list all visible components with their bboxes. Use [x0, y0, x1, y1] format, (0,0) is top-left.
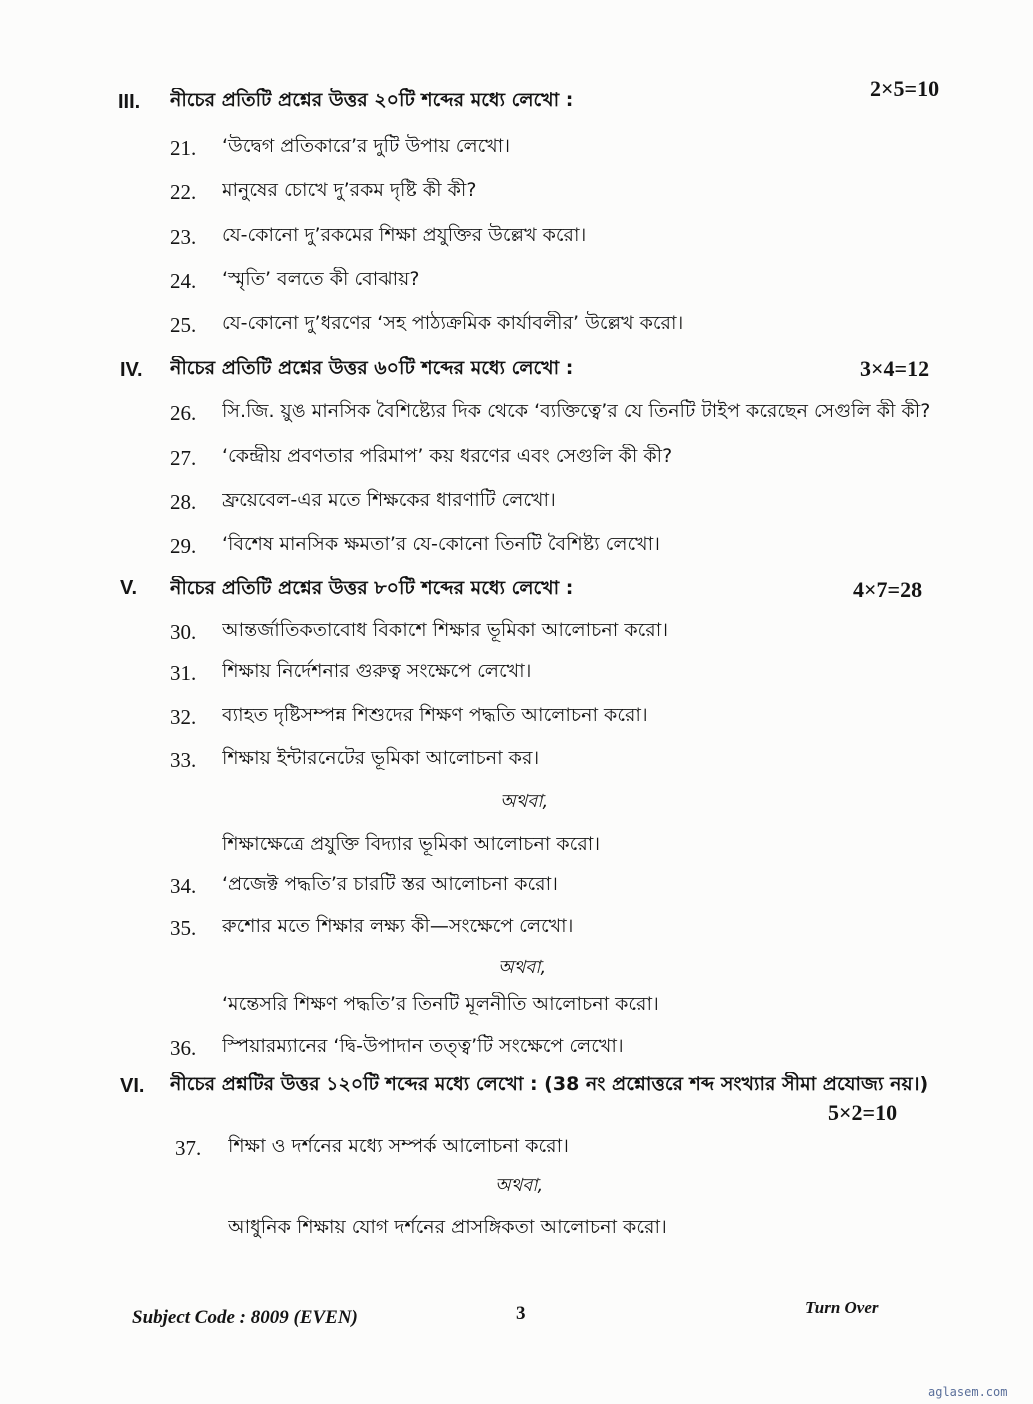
question-number: 28. [170, 490, 197, 514]
question-number: 30. [170, 620, 197, 644]
question-text: ‘স্মৃতি’ বলতে কী বোঝায়? [222, 268, 420, 290]
section-label: III. [118, 91, 141, 113]
question-text: শিক্ষায় ইন্টারনেটের ভূমিকা আলোচনা কর। [222, 747, 540, 769]
question-number: 27. [170, 446, 197, 470]
section-label: V. [120, 577, 138, 599]
question-number: 23. [170, 225, 197, 249]
section-marks: 3×4=12 [860, 356, 930, 381]
question-text: সি.জি. য়ুঙ মানসিক বৈশিষ্ট্যের দিক থেকে ‘ব্যক্তিত্বে’র যে তিনটি টাইপ করেছেন সেগুলি কী কী? [222, 400, 931, 422]
question-text: স্পিয়ারম্যানের ‘দ্বি-উপাদান তত্ত্ব’টি সংক্ষেপে লেখো। [222, 1035, 624, 1057]
question-number: 31. [170, 661, 197, 685]
section-heading: নীচের প্রতিটি প্রশ্নের উত্তর ২০টি শব্দের মধ্যে লেখো : [170, 89, 574, 111]
question-number: 34. [170, 874, 197, 898]
question-number: 29. [170, 534, 197, 558]
question-text: যে-কোনো দু’রকমের শিক্ষা প্রযুক্তির উল্লেখ করো। [222, 224, 587, 246]
question-text: রুশোর মতে শিক্ষার লক্ষ্য কী—সংক্ষেপে লেখো। [222, 915, 574, 937]
question-text: ‘প্রজেক্ট পদ্ধতি’র চারটি স্তর আলোচনা করো। [222, 873, 558, 895]
question-text: ফ্রয়েবেল-এর মতে শিক্ষকের ধারণাটি লেখো। [222, 489, 556, 511]
page-number: 3 [516, 1303, 526, 1324]
or-label: অথবা, [498, 957, 547, 978]
section-label: IV. [120, 359, 143, 381]
question-text: আন্তর্জাতিকতাবোধ বিকাশে শিক্ষার ভূমিকা আলোচনা করো। [222, 619, 668, 641]
section-marks: 2×5=10 [870, 76, 940, 101]
question-number: 21. [170, 136, 197, 160]
alternative-question-text: ‘মন্তেসরি শিক্ষণ পদ্ধতি’র তিনটি মূলনীতি আলোচনা করো। [222, 993, 659, 1015]
section-heading: নীচের প্রশ্নটির উত্তর ১২০টি শব্দের মধ্যে লেখো : (38 নং প্রশ্নোত্তরে শব্দ সংখ্যার সীমা প্রযোজ্য নয়।) [170, 1073, 929, 1095]
question-text: শিক্ষায় নির্দেশনার গুরুত্ব সংক্ষেপে লেখো। [222, 660, 532, 682]
watermark: aglasem.com [928, 1385, 1008, 1399]
question-text: যে-কোনো দু’ধরণের ‘সহ পাঠ্যক্রমিক কার্যাবলীর’ উল্লেখ করো। [222, 312, 684, 334]
question-text: ‘কেন্দ্রীয় প্রবণতার পরিমাপ’ কয় ধরণের এবং সেগুলি কী কী? [222, 445, 673, 467]
question-text: মানুষের চোখে দু’রকম দৃষ্টি কী কী? [222, 179, 477, 201]
turn-over-note: Turn Over [805, 1298, 879, 1317]
question-text: ‘উদ্বেগ প্রতিকারে’র দুটি উপায় লেখো। [222, 135, 511, 157]
or-label: অথবা, [500, 791, 549, 812]
subject-code: Subject Code : 8009 (EVEN) [132, 1307, 358, 1328]
alternative-question-text: আধুনিক শিক্ষায় যোগ দর্শনের প্রাসঙ্গিকতা আলোচনা করো। [228, 1216, 667, 1238]
question-number: 33. [170, 748, 197, 772]
question-number: 25. [170, 313, 197, 337]
question-text: ‘বিশেষ মানসিক ক্ষমতা’র যে-কোনো তিনটি বৈশিষ্ট্য লেখো। [222, 533, 660, 555]
section-marks: 4×7=28 [853, 577, 923, 602]
or-label: অথবা, [495, 1175, 544, 1196]
question-number: 26. [170, 401, 197, 425]
section-heading: নীচের প্রতিটি প্রশ্নের উত্তর ৬০টি শব্দের মধ্যে লেখো : [170, 357, 574, 379]
section-label: VI. [120, 1075, 145, 1097]
question-text: ব্যাহত দৃষ্টিসম্পন্ন শিশুদের শিক্ষণ পদ্ধতি আলোচনা করো। [222, 704, 648, 726]
question-number: 22. [170, 180, 197, 204]
alternative-question-text: শিক্ষাক্ষেত্রে প্রযুক্তি বিদ্যার ভূমিকা আলোচনা করো। [222, 833, 601, 855]
question-text: শিক্ষা ও দর্শনের মধ্যে সম্পর্ক আলোচনা করো। [228, 1135, 569, 1157]
section-marks: 5×2=10 [828, 1100, 898, 1125]
section-heading: নীচের প্রতিটি প্রশ্নের উত্তর ৮০টি শব্দের মধ্যে লেখো : [170, 577, 574, 599]
question-number: 36. [170, 1036, 197, 1060]
question-number: 32. [170, 705, 197, 729]
question-number: 35. [170, 916, 197, 940]
question-number: 24. [170, 269, 197, 293]
question-number: 37. [175, 1136, 202, 1160]
